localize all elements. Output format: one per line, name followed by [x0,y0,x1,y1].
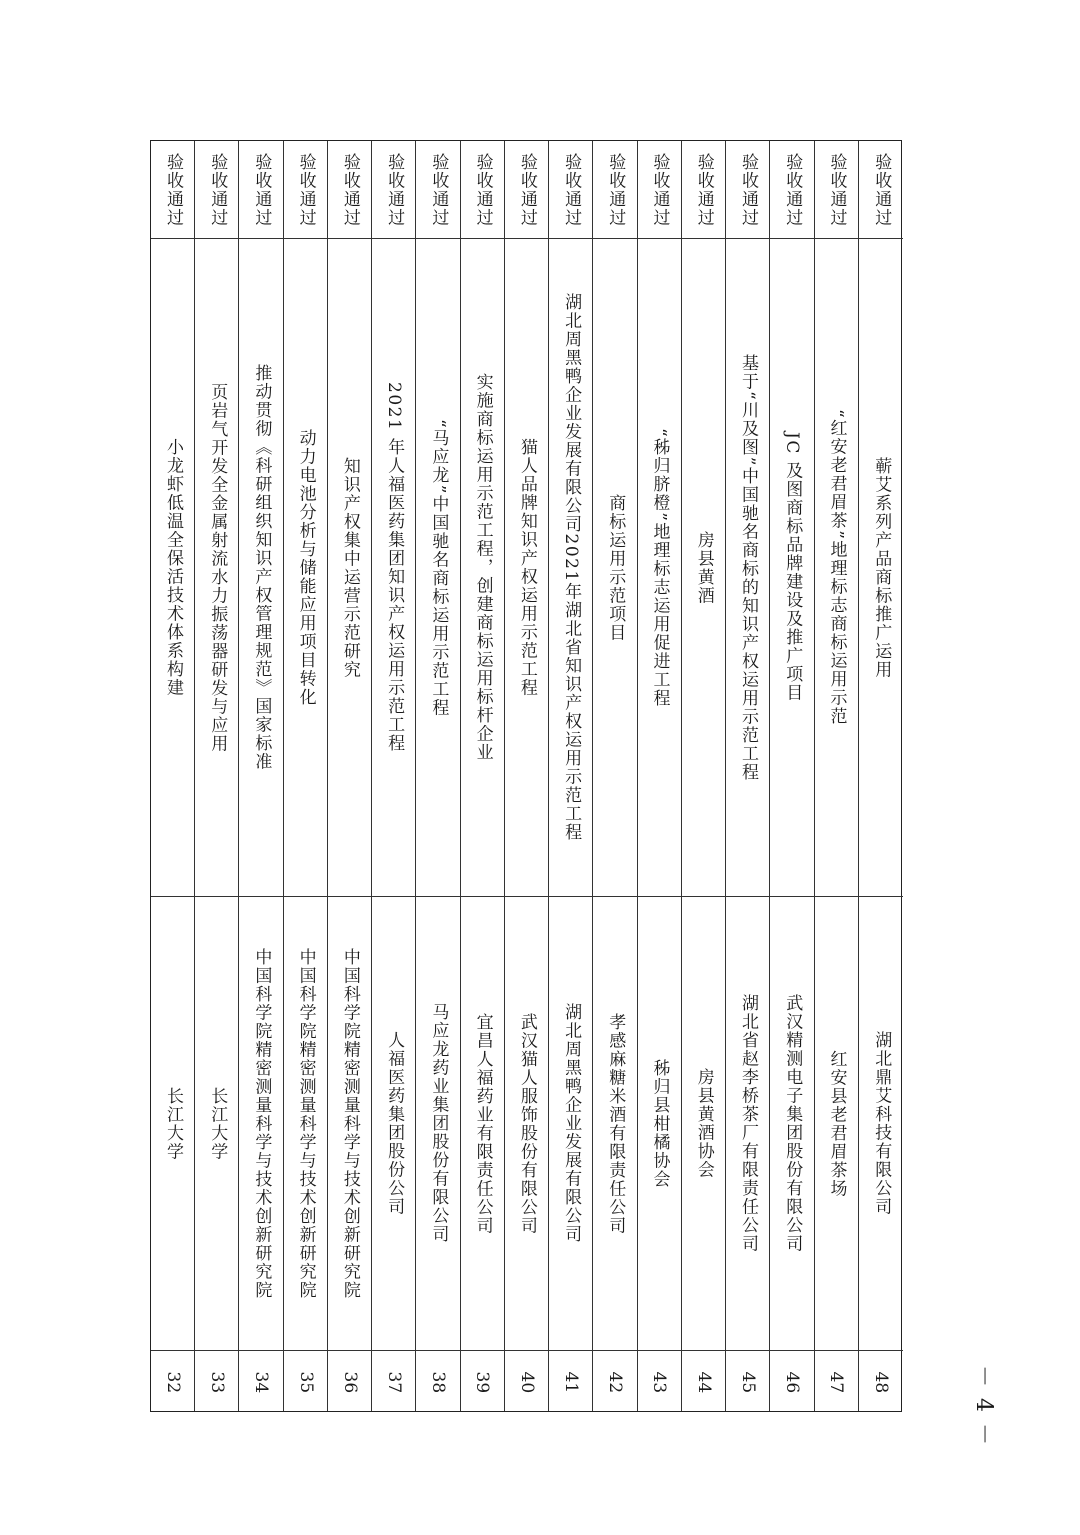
organization-cell [549,896,592,1350]
status-cell [505,141,548,238]
project-cell [638,238,681,896]
table-row [726,141,770,1411]
project-cell-text: 猫人品牌知识产权运用示范工程 [516,438,537,697]
table-row [682,141,726,1411]
row-number-cell-text: 35 [295,1371,316,1393]
row-number-cell-text: 41 [561,1371,582,1393]
status-cell-text: 验收通过 [251,152,272,227]
organization-cell [195,896,238,1350]
project-cell-text: 商标运用示范项目 [605,493,626,642]
row-number-cell [461,1350,504,1413]
status-cell [328,141,371,238]
status-cell [770,141,813,238]
project-cell [770,238,813,896]
organization-cell-text: 长江大学 [162,1086,183,1161]
organization-cell [284,896,327,1350]
organization-cell-text: 孝感麻糖米酒有限责任公司 [605,1012,626,1235]
status-cell [593,141,636,238]
project-cell [372,238,415,896]
organization-cell-text: 武汉猫人服饰股份有限公司 [516,1012,537,1235]
project-cell [239,238,282,896]
project-cell [195,238,238,896]
status-cell [151,141,194,238]
organization-cell-text: 中国科学院精密测量科学与技术创新研究院 [295,947,316,1300]
row-number-cell-text: 45 [738,1371,759,1393]
row-number-cell [195,1350,238,1413]
table-row [638,141,682,1411]
table-row [239,141,283,1411]
table-row [416,141,460,1411]
status-cell-text: 验收通过 [339,152,360,227]
project-cell-text: 推动贯彻《科研组织知识产权管理规范》国家标准 [251,364,272,771]
project-cell-text: “马应龙”中国驰名商标运用示范工程 [428,418,449,717]
row-number-cell [815,1350,858,1413]
row-number-cell-text: 44 [693,1371,714,1393]
table-row [284,141,328,1411]
organization-cell [328,896,371,1350]
project-cell [461,238,504,896]
status-cell-text: 验收通过 [649,152,670,227]
project-cell-text: 基于“川及图”中国驰名商标的知识产权运用示范工程 [738,353,758,782]
organization-cell-text: 秭归县柑橘协会 [649,1058,670,1189]
status-cell [682,141,725,238]
status-cell [372,141,415,238]
status-cell [416,141,459,238]
project-cell [682,238,725,896]
project-cell-text: JC 及图商标品牌建设及推广项目 [782,432,803,703]
row-number-cell-text: 37 [384,1371,405,1393]
status-cell-text: 验收通过 [693,152,714,227]
organization-cell-text: 中国科学院精密测量科学与技术创新研究院 [251,947,272,1300]
row-number-cell-text: 46 [782,1371,803,1393]
organization-cell [372,896,415,1350]
row-number-cell-text: 32 [162,1371,183,1393]
project-cell-text: 湖北周黑鸭企业发展有限公司2021年湖北省知识产权运用示范工程 [561,293,582,842]
status-cell [549,141,592,238]
table-row [372,141,416,1411]
project-cell-text: 蕲艾系列产品商标推广运用 [871,456,892,679]
status-cell [239,141,282,238]
row-number-cell-text: 48 [871,1371,892,1393]
status-cell-text: 验收通过 [605,152,626,227]
organization-cell [416,896,459,1350]
organization-cell-text: 马应龙药业集团股份有限公司 [428,1003,449,1244]
row-number-cell [682,1350,725,1413]
table-row [461,141,505,1411]
table-row [815,141,859,1411]
row-number-cell [505,1350,548,1413]
project-cell-text: 页岩气开发全金属射流水力振荡器研发与应用 [207,382,228,753]
project-cell [859,238,903,896]
organization-cell-text: 武汉精测电子集团股份有限公司 [782,994,803,1253]
project-cell-text: 实施商标运用示范工程，创建商标运用标杆企业 [472,373,493,762]
table-row [328,141,372,1411]
organization-cell [638,896,681,1350]
status-cell-text: 验收通过 [561,152,582,227]
organization-cell-text: 湖北省赵李桥茶厂有限责任公司 [738,994,758,1253]
project-cell-text: “红安老君眉茶”地理标志商标运用示范 [826,409,847,726]
organization-cell-text: 红安县老君眉茶场 [826,1049,847,1198]
project-cell [549,238,592,896]
row-number-cell [416,1350,459,1413]
organization-cell-text: 长江大学 [207,1086,228,1161]
organization-cell-text: 房县黄酒协会 [693,1068,714,1179]
status-cell-text: 验收通过 [826,152,847,227]
project-cell-text: 房县黄酒 [693,530,714,605]
organization-cell-text: 湖北鼎艾科技有限公司 [871,1031,892,1216]
organization-cell-text: 湖北周黑鸭企业发展有限公司 [561,1003,582,1244]
status-cell-text: 验收通过 [207,152,228,227]
row-number-cell [151,1350,194,1413]
project-cell [284,238,327,896]
project-cell-text: 2021 年人福医药集团知识产权运用示范工程 [384,382,405,753]
status-cell [859,141,903,238]
project-cell [416,238,459,896]
organization-cell [859,896,903,1350]
row-number-cell-text: 38 [428,1371,449,1393]
project-cell [328,238,371,896]
table-row [770,141,814,1411]
organization-cell-text: 人福医药集团股份公司 [384,1031,405,1216]
row-number-cell-text: 43 [649,1371,670,1393]
row-number-cell-text: 40 [516,1371,537,1393]
status-cell-text: 验收通过 [162,152,183,227]
organization-cell [682,896,725,1350]
project-cell-text: 知识产权集中运营示范研究 [339,456,360,679]
row-number-cell [859,1350,903,1413]
status-cell-text: 验收通过 [472,152,493,227]
status-cell [726,141,769,238]
project-cell-text: 动力电池分析与储能应用项目转化 [295,428,316,707]
status-cell [195,141,238,238]
row-number-cell [372,1350,415,1413]
status-cell-text: 验收通过 [384,152,405,227]
status-cell-text: 验收通过 [782,152,803,227]
table-row [549,141,593,1411]
table-row [505,141,549,1411]
table-row [859,141,903,1411]
status-cell [815,141,858,238]
row-number-cell-text: 36 [339,1371,360,1393]
organization-cell [726,896,769,1350]
organization-cell [239,896,282,1350]
project-cell [726,238,769,896]
page-number: － 4 － [971,1365,996,1447]
row-number-cell-text: 42 [605,1371,626,1393]
organization-cell [593,896,636,1350]
status-cell-text: 验收通过 [738,152,758,227]
organization-cell [505,896,548,1350]
row-number-cell [284,1350,327,1413]
row-number-cell-text: 47 [826,1371,847,1393]
status-cell [461,141,504,238]
row-number-cell [328,1350,371,1413]
project-cell [593,238,636,896]
project-cell-text: “秭归脐橙”地理标志运用促进工程 [649,427,670,708]
row-number-cell [593,1350,636,1413]
project-cell [505,238,548,896]
row-number-cell-text: 39 [472,1371,493,1393]
row-number-cell [726,1350,769,1413]
organization-cell [770,896,813,1350]
row-number-cell-text: 33 [207,1371,228,1393]
acceptance-table [150,140,902,1412]
organization-cell [461,896,504,1350]
status-cell-text: 验收通过 [295,152,316,227]
status-cell [638,141,681,238]
table-row [151,141,195,1411]
status-cell [284,141,327,238]
table-row [593,141,637,1411]
project-cell [815,238,858,896]
status-cell-text: 验收通过 [428,152,449,227]
row-number-cell [638,1350,681,1413]
status-cell-text: 验收通过 [871,152,892,227]
project-cell [151,238,194,896]
row-number-cell [770,1350,813,1413]
row-number-cell [239,1350,282,1413]
organization-cell [151,896,194,1350]
table-row [195,141,239,1411]
organization-cell [815,896,858,1350]
organization-cell-text: 宜昌人福药业有限责任公司 [472,1012,493,1235]
project-cell-text: 小龙虾低温全保活技术体系构建 [162,438,183,697]
status-cell-text: 验收通过 [516,152,537,227]
row-number-cell [549,1350,592,1413]
row-number-cell-text: 34 [251,1371,272,1393]
organization-cell-text: 中国科学院精密测量科学与技术创新研究院 [339,947,360,1300]
